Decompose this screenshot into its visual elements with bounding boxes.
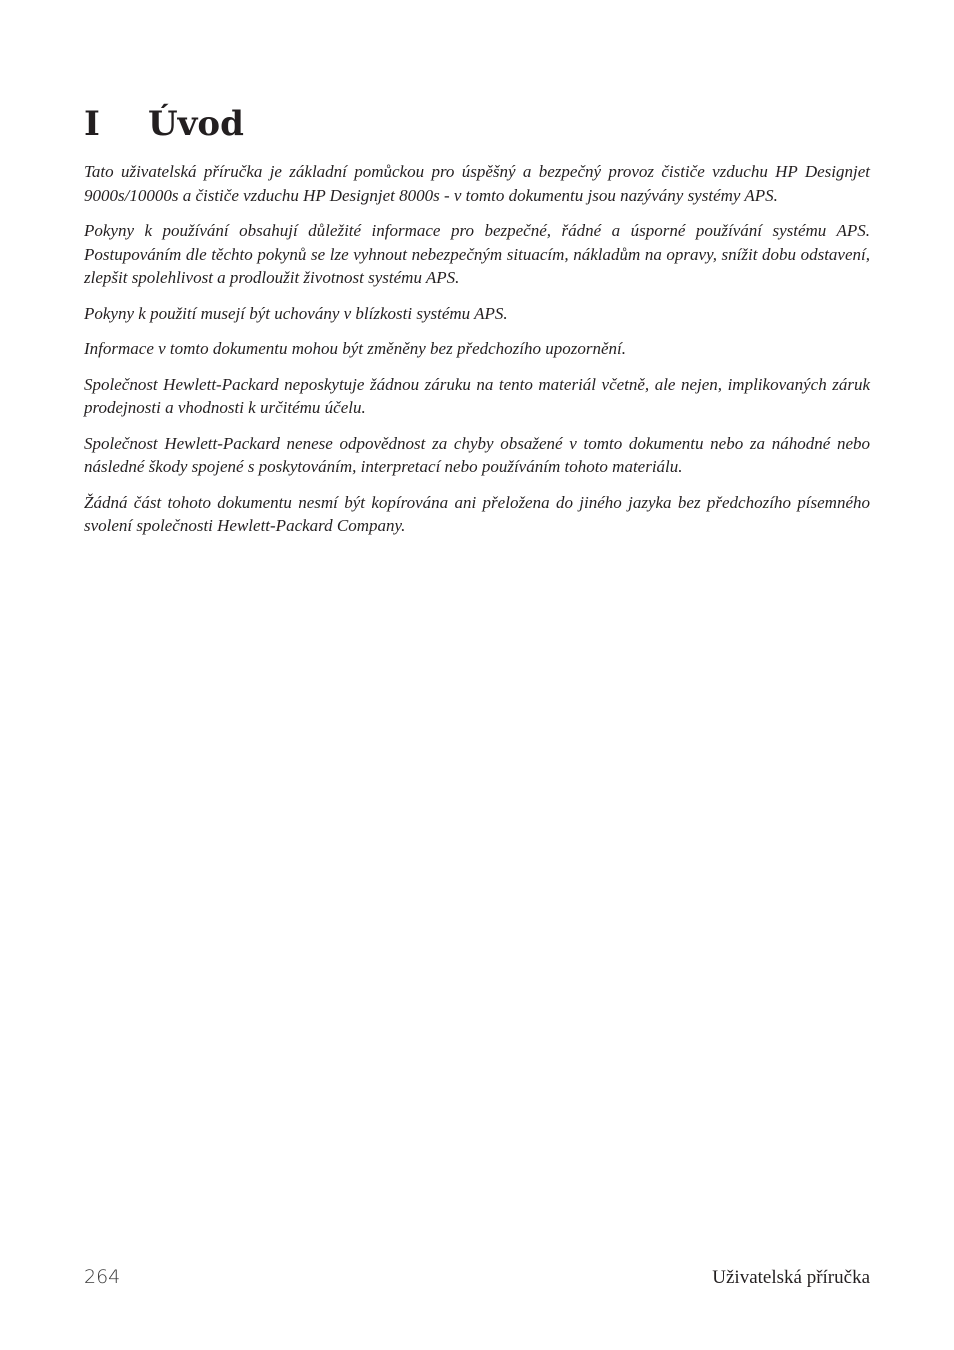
chapter-heading [84,100,244,148]
body-text [84,160,870,550]
chapter-number: I [84,104,100,144]
page-number: 264 [84,1266,121,1288]
paragraph-warranty: Společnost Hewlett-Packard neposkytuje žádnou záruku na tento materiál včetně, ale nejen, implikovaných záruk prodejnosti a vhodnosti k určitému účelu. [84,374,870,417]
paragraph-copyright: Žádná část tohoto dokumentu nesmí být kopírována ani přeložena do jiného jazyka bez předchozího písemného svolení společnosti Hewlett-Packard Company. [84,492,870,535]
paragraph-changes-notice: Informace v tomto dokumentu mohou být změněny bez předchozího upozornění. [84,339,627,358]
paragraph-liability: Společnost Hewlett-Packard nenese odpovědnost za chyby obsažené v tomto dokumentu nebo za náhodné nebo následné škody spojené s poskytováním, interpretací nebo používáním tohoto materiálu. [84,433,870,476]
paragraph-keep-near: Pokyny k použití musejí být uchovány v blízkosti systému APS. [84,303,508,323]
page-footer [84,1266,870,1289]
chapter-title: Úvod [148,104,244,144]
footer-document-title: Uživatelská příručka [712,1267,870,1288]
paragraph-intro: Tato uživatelská příručka je základní pomůckou pro úspěšný a bezpečný provoz čističe vzduchu HP Designjet 9000s/10000s a čističe vzduchu HP Designjet 8000s - v tomto dokumentu jsou nazývány systémy APS. [84,162,870,205]
paragraph-instructions: Pokyny k používání obsahují důležité informace pro bezpečné, řádné a úsporné používání systému APS. Postupováním dle těchto pokynů se lze vyhnout nebezpečným situacím, nákladům na opravy, snížit dobu odstavení, zlepšit spolehlivost a prodloužit životnost systému APS. [84,221,870,287]
